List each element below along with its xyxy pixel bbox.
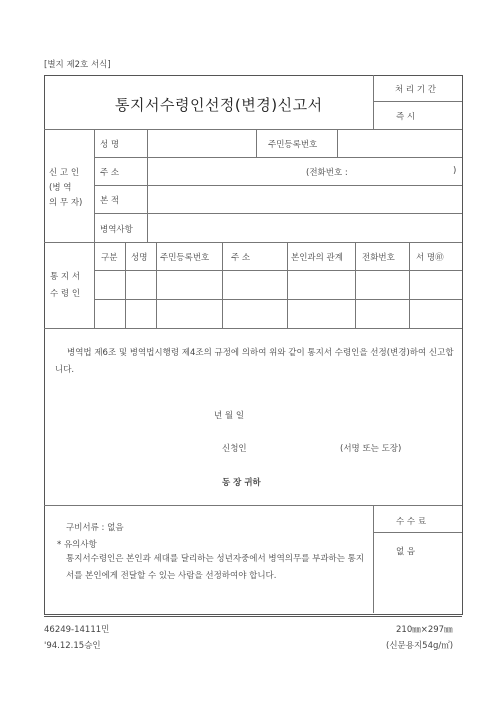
reporter-section-label-2: (병 역 (49, 183, 72, 193)
applicant-sign-label: (서명 또는 도장) (340, 444, 402, 454)
reporter-section-label-3: 의 무 자) (49, 198, 83, 208)
recipient-header-rrn: 주민등록번호 (160, 253, 210, 263)
processing-period-value: 즉 시 (396, 112, 416, 122)
paper-size: 210㎜×297㎜ (396, 625, 453, 635)
recipient-section-label-2: 수 령 인 (50, 289, 81, 299)
approval-date: '94.12.15승인 (44, 641, 101, 651)
reporter-rrn-label: 주민등록번호 (268, 140, 318, 150)
fee-label: 수 수 료 (396, 517, 427, 527)
reporter-military-label: 병역사항 (100, 225, 133, 235)
recipient-header-sign: 서 명㊞ (416, 253, 444, 263)
fee-value: 없 음 (396, 547, 416, 557)
notice-text: 통지서수령인은 본인과 세대를 달리하는 성년자중에서 병역의무를 부과하는 통지서를 본인에게 전달할 수 있는 사람을 선정하여야 합니다. (66, 554, 365, 581)
reporter-domicile-label: 본 적 (100, 196, 120, 206)
reporter-name-label: 성 명 (100, 140, 120, 150)
notice-title: * 유의사항 (57, 540, 97, 550)
required-documents: 구비서류 : 없음 (66, 523, 124, 533)
recipient-header-address: 주 소 (231, 253, 251, 263)
reporter-phone-close: ) (453, 166, 457, 176)
reporter-address-label: 주 소 (100, 168, 120, 178)
form-number: 46249-14111민 (44, 625, 110, 635)
addressee: 동 장 귀하 (222, 478, 261, 488)
applicant-label: 신청인 (222, 444, 247, 454)
recipient-header-name: 성명 (131, 253, 148, 263)
reporter-phone-label: (전화번호 : (306, 168, 348, 178)
paper-type: (신문용지54g/㎡) (386, 641, 454, 651)
recipient-header-phone: 전화번호 (362, 253, 395, 263)
form-label: [별지 제2호 서식] (44, 60, 111, 70)
processing-period-label: 처 리 기 간 (395, 85, 436, 95)
declaration-text: 병역법 제6조 및 병역법시행령 제4조의 규정에 의하여 위와 같이 통지서 수령인을 선정(변경)하여 신고합니다. (55, 348, 454, 375)
form-title: 통지서수령인선정(변경)신고서 (115, 96, 323, 114)
reporter-section-label-1: 신 고 인 (49, 168, 80, 178)
recipient-section-label-1: 통 지 서 (50, 272, 81, 282)
recipient-header-relation: 본인과의 관계 (291, 253, 343, 263)
declaration-date: 년 월 일 (214, 411, 245, 421)
recipient-header-category: 구분 (101, 253, 118, 263)
